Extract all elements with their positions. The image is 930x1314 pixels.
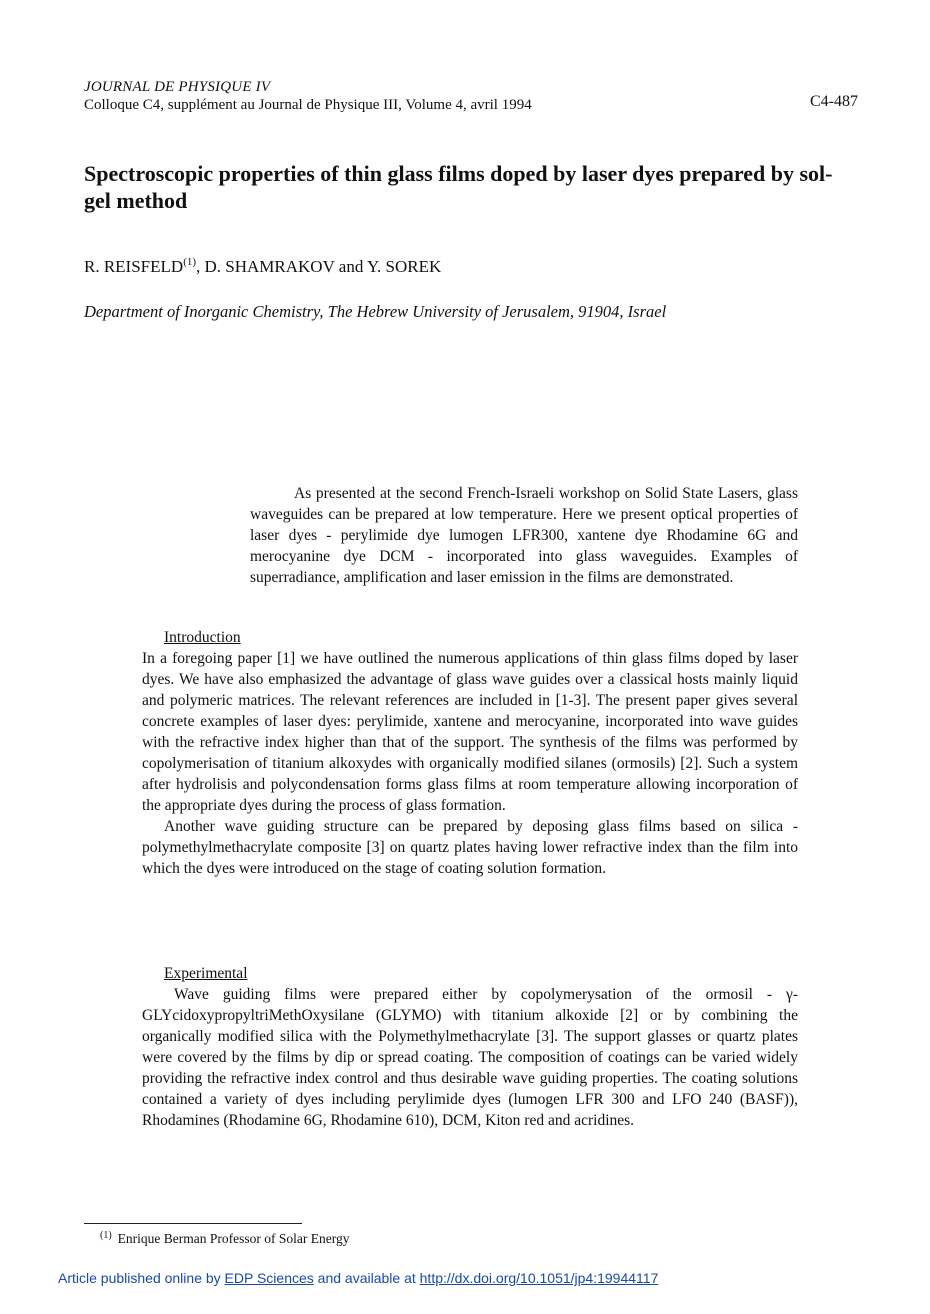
introduction-paragraph-1: In a foregoing paper [1] we have outlined the numerous applications of thin glass films doped by laser dyes. We have also emphasized the advantage of glass wave guides over a classical hosts mainly liquid and polymeric matrices. The relevant references are included in [1-3]. The present paper gives several concrete examples of laser dyes: perylimide, xantene and merocyanine, incorporated into wave guides with the refractive index higher than that of the support. The synthesis of the films was performed by copolymerisation of titanium alkoxydes with organically modified silanes (ormosils) [2]. Such a system after hydrolisis and polycondensation forms glass films at room temperature allowing incorporation of the appropriate dyes during the process of glass formation.	[142, 650, 798, 814]
experimental-heading: Experimental	[164, 965, 248, 982]
page-number: C4-487	[810, 93, 858, 110]
affiliation: Department of Inorganic Chemistry, The Hebrew University of Jerusalem, 91904, Israel	[84, 302, 667, 321]
introduction-paragraph-2: Another wave guiding structure can be prepared by deposing glass films based on silica - polymethylmethacrylate composite [3] on quartz plates having lower refractive index than the film into which the dyes were introduced on the stage of coating solution formation.	[142, 818, 798, 877]
publication-notice	[58, 1270, 658, 1286]
footnote-text: Enrique Berman Professor of Solar Energy	[117, 1231, 350, 1246]
footnote	[100, 1230, 350, 1247]
journal-header	[84, 78, 532, 114]
author-line	[84, 256, 441, 277]
experimental-section	[142, 963, 798, 1131]
abstract: As presented at the second French-Israeli workshop on Solid State Lasers, glass waveguides can be prepared at low temperature. Here we present optical properties of laser dyes - perylimide dye lumogen LFR300, xantene dye Rhodamine 6G and merocyanine dye DCM - incorporated into glass waveguides. Examples of superradiance, amplification and laser emission in the films are demonstrated.	[250, 485, 798, 586]
footnote-mark: (1)	[100, 1230, 112, 1241]
notice-middle: and available at	[313, 1270, 420, 1286]
journal-name: JOURNAL DE PHYSIQUE IV	[84, 79, 271, 95]
introduction-section	[142, 627, 798, 879]
article-title: Spectroscopic properties of thin glass films doped by laser dyes prepared by sol-gel method	[84, 161, 833, 213]
colloque-line: Colloque C4, supplément au Journal de Physique III, Volume 4, avril 1994	[84, 97, 532, 113]
other-authors: , D. SHAMRAKOV and Y. SOREK	[196, 257, 442, 276]
author-footnote-mark: (1)	[183, 256, 197, 268]
first-author: R. REISFELD	[84, 257, 184, 276]
footnote-rule	[84, 1223, 302, 1224]
edp-sciences-link[interactable]: EDP Sciences	[224, 1270, 314, 1286]
doi-link[interactable]: http://dx.doi.org/10.1051/jp4:19944117	[419, 1270, 659, 1286]
notice-prefix: Article published online by	[58, 1270, 225, 1286]
experimental-paragraph-1: Wave guiding films were prepared either by copolymerysation of the ormosil - γ-GLYcidoxypropyltriMethOxysilane (GLYMO) with titanium alkoxide [2] or by combining the organically modified silica with the Polymethylmethacrylate [3]. The support glasses or quartz plates were covered by the films by dip or spread coating. The composition of coatings can be varied widely providing the refractive index control and thus desirable wave guiding properties. The coating solutions contained a variety of dyes including perylimide dyes (lumogen LFR 300 and LFO 240 (BASF)), Rhodamines (Rhodamine 6G, Rhodamine 610), DCM, Kiton red and acridines.	[142, 986, 798, 1129]
introduction-heading: Introduction	[164, 629, 241, 646]
